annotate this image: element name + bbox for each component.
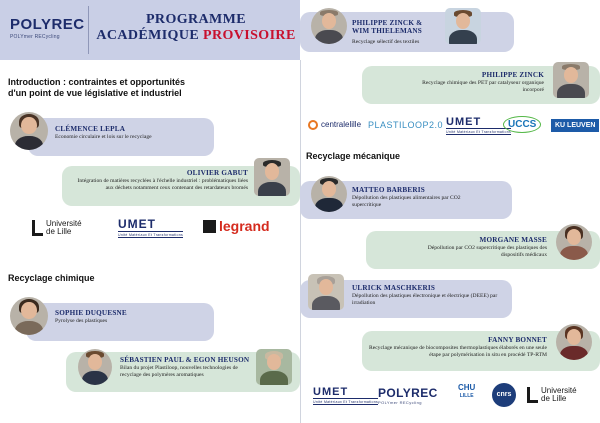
centrale-lille-logo — [308, 120, 361, 129]
chu-lille-line1: CHU — [458, 383, 476, 392]
speaker-desc-barberis: Dépollution des plastiques alimentaires par CO2 supercritique — [352, 195, 461, 208]
umet-logo-3-sub: Unité Matériaux Et Transformations — [313, 400, 379, 404]
page-title-academique: ACADÉMIQUE — [96, 28, 200, 43]
universite-lille-2-line2: de Lille — [541, 394, 567, 403]
legrand-mark-icon — [203, 220, 216, 233]
ku-leuven-logo: KU LEUVEN — [551, 119, 599, 132]
speaker-photo-masse — [556, 224, 592, 260]
speaker-photo-paul — [78, 349, 112, 385]
speaker-desc-gabut: Intégration de matières recyclées à l'échelle industriel : problématiques liées aux déchets notamment ceux contenant des retardateurs bromés — [77, 178, 248, 191]
speaker-desc-bonnet: Recyclage mécanique de biocomposites thermoplastiques élaborés en une seule étape par polymérisation in situ en procédé TP-RTM — [368, 345, 547, 358]
speaker-name-zinck: PHILIPPE ZINCK — [481, 71, 544, 79]
umet-logo-3 — [313, 386, 378, 405]
speaker-name-masse: MORGANE MASSE — [479, 236, 547, 244]
column-divider — [300, 60, 301, 423]
centrale-lille-mark-icon — [308, 120, 318, 130]
page-title-provisoire: PROVISOIRE — [203, 28, 296, 43]
speaker-photo-heuson — [256, 349, 292, 385]
section-chimique-title: Recyclage chimique — [8, 273, 95, 283]
speaker-desc-paul-heuson: Bilan du projet Plastiloop, nouvelles technologies de recyclage des polymères aromatiques — [120, 365, 238, 378]
speaker-photo-zinck-1 — [311, 8, 347, 44]
speaker-desc-zinck-thielemans: Recyclage sélectif des textiles — [352, 39, 420, 45]
speaker-desc-zinck: Recyclage chimique des PET par catalyseur organique incorporé — [422, 80, 544, 93]
speaker-name-maschkeris: ULRICK MASCHKERIS — [352, 284, 436, 292]
universite-lille-line1: Université — [46, 219, 82, 228]
polyrec-logo-name: POLYREC — [10, 16, 85, 33]
universite-lille-line2: de Lille — [46, 227, 72, 236]
umet-logo-sub: Unité Matériaux Et Transformations — [118, 233, 184, 237]
legrand-logo-name: legrand — [219, 218, 270, 234]
speaker-photo-zinck-2 — [553, 62, 589, 98]
polyrec-logo-tagline: POLYmer RECycling — [10, 34, 60, 40]
page-title — [96, 12, 296, 44]
polyrec-logo-2 — [378, 386, 438, 405]
speaker-name-duquesne: SOPHIE DUQUESNE — [55, 309, 127, 317]
umet-logo-3-name: UMET — [313, 386, 349, 398]
universite-lille-logo — [32, 220, 82, 236]
speaker-name-bonnet: FANNY BONNET — [488, 336, 547, 344]
speaker-photo-barberis — [311, 176, 347, 212]
speaker-name-gabut: OLIVIER GABUT — [186, 169, 248, 177]
umet-logo-2-sub: Unité Matériaux Et Transformations — [446, 130, 512, 134]
plastiloop-logo: PLASTILOOP2.0 — [368, 120, 444, 130]
universite-lille-2-line1: Université — [541, 386, 577, 395]
speaker-photo-gabut — [254, 158, 290, 196]
section-mecanique-title: Recyclage mécanique — [306, 151, 401, 161]
chu-lille-line2: LILLE — [459, 393, 474, 399]
centrale-lille-logo-name: centralelille — [321, 120, 362, 129]
speaker-photo-maschkeris — [308, 274, 344, 310]
page-title-line1: PROGRAMME — [145, 12, 247, 27]
cnrs-logo: cnrs — [492, 383, 516, 407]
speaker-desc-lepla: Economie circulaire et lois sur le recyclage — [55, 134, 152, 140]
speaker-desc-masse: Dépollution par CO2 supercritique des plastiques des dispositifs médicaux — [427, 245, 547, 258]
polyrec-logo-2-tagline: POLYmer RECycling — [378, 400, 422, 405]
speaker-name-zinck-thielemans — [352, 19, 422, 35]
polyrec-logo-2-name: POLYREC — [378, 386, 438, 400]
umet-logo — [118, 217, 183, 238]
speaker-photo-duquesne — [10, 297, 48, 335]
universite-lille-2-mark-icon — [527, 387, 538, 403]
speaker-desc-duquesne: Pyrolyse des plastiques — [55, 318, 108, 324]
legrand-logo — [203, 218, 270, 234]
speaker-desc-maschkeris: Dépollution des plastiques électronique et électrique (DEEE) par irradiation — [352, 293, 498, 306]
umet-logo-name: UMET — [118, 217, 156, 231]
speaker-name-lepla: CLÉMENCE LEPLA — [55, 125, 126, 133]
page-title-line2 — [96, 28, 296, 44]
universite-lille-logo-2 — [527, 387, 577, 403]
speaker-name-zinck-thielemans-line2: WIM THIELEMANS — [352, 27, 422, 35]
speaker-photo-bonnet — [556, 324, 592, 360]
speaker-photo-lepla — [10, 112, 48, 150]
universite-lille-mark-icon — [32, 220, 43, 236]
header-divider — [88, 6, 89, 54]
speaker-name-paul-heuson: SÉBASTIEN PAUL & EGON HEUSON — [120, 356, 250, 364]
uccs-logo: UCCS — [503, 116, 541, 133]
chu-lille-logo — [458, 384, 475, 400]
speaker-name-barberis: MATTEO BARBERIS — [352, 186, 425, 194]
umet-logo-2-name: UMET — [446, 116, 482, 128]
umet-logo-2 — [446, 116, 511, 135]
section-intro-title: Introduction : contraintes et opportunités d'un point de vue législative et industriel — [8, 77, 185, 98]
speaker-name-zinck-thielemans-line1: PHILIPPE ZINCK & — [352, 19, 423, 27]
polyrec-logo — [10, 16, 85, 40]
